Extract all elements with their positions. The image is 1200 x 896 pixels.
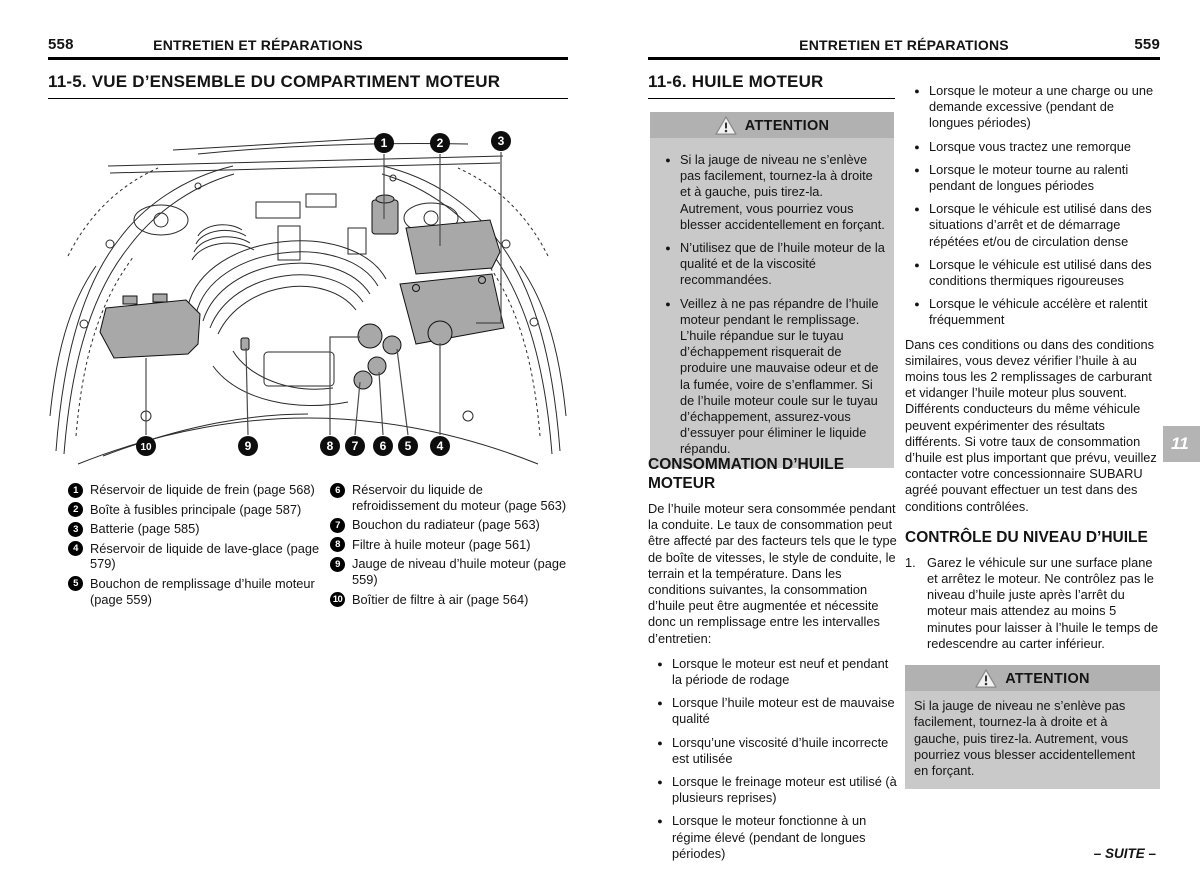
attention-bullet <box>656 152 886 233</box>
callout-number: 7 <box>351 439 359 453</box>
bullet-dot: ● <box>665 155 671 165</box>
condition-bullet-text: Lorsque le véhicule accélère et ralentit fréquemment <box>929 296 1148 328</box>
consumption-bullet-text: Lorsque le moteur est neuf et pendant la période de rodage <box>672 655 889 688</box>
attention-bullet-text: Si la jauge de niveau ne s’enlève pas facilement, tournez-la à droite et à gauche, puis tirez-la. Autrement, vous pourriez vous blesser accidentellement en forçant. <box>680 152 885 232</box>
legend-item <box>68 541 330 572</box>
callout-number: 3 <box>497 134 505 148</box>
legend-item <box>330 482 568 513</box>
consumption-bullet-text: Lorsqu’une viscosité d’huile incorrecte est utilisée <box>672 734 889 766</box>
attention-body-2: Si la jauge de niveau ne s’enlève pas facilement, tournez-la à droite et à gauche, puis tirez-la. Autrement, vous pourriez vous blesser accidentellement en forçant. <box>914 698 1136 778</box>
condition-bullet <box>905 201 1160 250</box>
legend-number-badge: 4 <box>68 541 83 556</box>
diagram-legend <box>68 482 568 611</box>
legend-number-badge: 2 <box>68 502 83 517</box>
consumption-bullet-text: Lorsque l’huile moteur est de mauvaise qualité <box>672 695 895 727</box>
conditions-bullets <box>905 83 1160 329</box>
air-cleaner-tab <box>123 296 137 304</box>
right-column <box>905 76 1160 789</box>
condition-bullet-text: Lorsque vous tractez une remorque <box>929 138 1132 154</box>
callout-leader-line <box>379 372 383 435</box>
page-number-right: 559 <box>1134 36 1160 53</box>
battery-terminal <box>413 285 420 292</box>
legend-number-badge: 8 <box>330 537 345 552</box>
legend-item-label: Bouchon de remplissage d’huile moteur (page 559) <box>90 575 315 607</box>
legend-item-label: Boîtier de filtre à air (page 564) <box>352 591 529 607</box>
callout-number: 2 <box>436 136 444 150</box>
legend-item <box>68 482 330 498</box>
header-rule-right <box>648 57 1160 60</box>
condition-bullet <box>905 257 1160 289</box>
step-number: 1. <box>905 554 916 570</box>
attention-box-2 <box>905 665 1160 789</box>
attention-header-2 <box>905 665 1160 691</box>
continuation-marker: – SUITE – <box>1093 846 1156 861</box>
legend-item-label: Boîte à fusibles principale (page 587) <box>90 501 302 517</box>
battery-terminal <box>479 277 486 284</box>
legend-item <box>68 576 330 607</box>
legend-number-badge: 1 <box>68 483 83 498</box>
attention-bullet-text: N’utilisez que de l’huile moteur de la qualité et de la viscosité recommandées. <box>680 240 885 288</box>
oil-filler-cap-shape <box>383 336 401 354</box>
attention-bullet-text: Veillez à ne pas répandre de l’huile moteur pendant le remplissage. L’huile répandue sur le tuyau d’échappement risquerait de produire une mauvaise odeur et de la fumée, voire de s’enflammer. Si de l’huile moteur coule sur le tuyau d’échappement, assurez-vous d’essuyer pour éliminer le liquide répandu. <box>680 295 879 457</box>
consumption-bullet <box>648 735 898 767</box>
legend-number-badge: 10 <box>330 592 345 607</box>
condition-bullet <box>905 296 1160 328</box>
legend-item <box>330 517 568 533</box>
warning-triangle-icon <box>975 669 997 688</box>
callout-leader-line <box>355 382 360 435</box>
consumption-bullet-text: Lorsque le freinage moteur est utilisé (à plusieurs reprises) <box>672 774 897 806</box>
radiator-cap-shape <box>354 371 372 389</box>
legend-number-badge: 9 <box>330 557 345 572</box>
washer-filler-shape <box>428 321 452 345</box>
dipstick-shape <box>241 338 249 350</box>
condition-bullet-text: Lorsque le moteur a une charge ou une demande excessive (pendant de longues périodes) <box>929 83 1154 131</box>
bullet-dot: ● <box>665 243 671 254</box>
condition-bullet-text: Lorsque le véhicule est utilisé dans des conditions thermiques rigoureuses <box>929 256 1152 289</box>
section-title-right: 11-6. HUILE MOTEUR <box>648 72 895 99</box>
running-head-title-left: ENTRETIEN ET RÉPARATIONS <box>153 37 363 53</box>
engine-compartment-diagram <box>48 116 568 472</box>
air-cleaner-box-shape <box>100 300 200 358</box>
consumption-intro: De l’huile moteur sera consommée pendant la conduite. Le taux de consommation peut être affecté par des facteurs tels que le type de boîte de vitesses, le style de conduite, le terrain et la température. Dans les conditions suivantes, la consommation d’huile peut être augmentée et nécessite donc un remplissage entre les intervalles d’entretien: <box>648 501 897 646</box>
callout-number: 5 <box>404 439 412 453</box>
legend-item-label: Jauge de niveau d’huile moteur (page 559) <box>352 556 567 587</box>
legend-item-label: Réservoir de liquide de frein (page 568) <box>90 482 315 497</box>
bullet-dot: ● <box>657 816 663 827</box>
legend-column-1 <box>68 482 330 611</box>
page-right <box>648 0 1160 896</box>
running-head-title-right: ENTRETIEN ET RÉPARATIONS <box>799 37 1009 53</box>
condition-bullet <box>905 139 1160 155</box>
consumption-heading: CONSOMMATION D’HUILE MOTEUR <box>648 456 845 492</box>
page-number-left: 558 <box>48 36 74 53</box>
attention-box-1 <box>650 112 894 468</box>
condition-bullet-text: Lorsque le moteur tourne au ralenti pendant de longues périodes <box>929 161 1129 194</box>
attention-body-1 <box>650 138 894 468</box>
attention-bullet <box>656 296 886 458</box>
step-text: Garez le véhicule sur une surface plane et arrêtez le moteur. Ne contrôlez pas le niveau d’huile juste après l’arrêt du moteur mais attendez au moins 5 minutes pour laisser à l’huile le temps de redescendre au carter inférieur. <box>927 554 1159 651</box>
legend-item <box>330 537 568 553</box>
attention-header-1 <box>650 112 894 138</box>
consumption-bullets <box>648 656 898 862</box>
legend-item-label: Filtre à huile moteur (page 561) <box>352 536 531 552</box>
callout-number: 6 <box>379 439 387 453</box>
page-left <box>48 0 568 896</box>
warning-triangle-icon <box>715 116 737 135</box>
bullet-dot: ● <box>657 777 663 788</box>
air-cleaner-tab <box>153 294 167 302</box>
bullet-dot: ● <box>657 698 663 709</box>
legend-item <box>68 521 330 537</box>
coolant-reservoir-cap-shape <box>368 357 386 375</box>
callout-number: 8 <box>326 439 334 453</box>
level-check-step-1 <box>905 555 1160 652</box>
condition-bullet <box>905 162 1160 194</box>
condition-bullet <box>905 83 1160 132</box>
legend-item-label: Batterie (page 585) <box>90 521 200 537</box>
callout-number: 9 <box>244 439 252 453</box>
bullet-dot: ● <box>914 299 920 310</box>
callout-leader-line <box>246 348 248 435</box>
legend-item-label: Réservoir du liquide de refroidissement du moteur (page 563) <box>352 482 567 513</box>
consumption-section <box>648 455 898 862</box>
legend-item <box>330 556 568 587</box>
bullet-dot: ● <box>665 298 671 309</box>
consumption-bullet <box>648 813 898 862</box>
bullet-dot: ● <box>914 259 920 270</box>
legend-item <box>68 502 330 518</box>
running-head-right <box>648 36 1160 56</box>
consumption-bullet <box>648 695 898 727</box>
condition-bullet-text: Lorsque le véhicule est utilisé dans des situations d’arrêt et de démarrage répétées et/ou de circulation dense <box>929 201 1152 249</box>
running-head-left <box>48 36 568 56</box>
bullet-dot: ● <box>914 164 920 175</box>
consumption-bullet <box>648 656 898 688</box>
attention-title-2: ATTENTION <box>1005 670 1090 687</box>
fuse-box-shape <box>406 220 500 274</box>
callout-number: 1 <box>380 136 388 150</box>
brake-fluid-reservoir-shape <box>372 200 398 234</box>
legend-number-badge: 6 <box>330 483 345 498</box>
conditions-paragraph: Dans ces conditions ou dans des conditions similaires, vous devez vérifier l’huile à au moins tous les 2 remplissages de carburant et vidanger l’huile moteur plus souvent. Différents conducteurs du même véhicule peuvent expérimenter des résultats différents. Si votre taux de consommation d’huile est plus important que prévu, veuillez contacter votre concessionnaire SUBARU agréé pouvant effectuer un test dans des conditions contrôlées. <box>905 336 1157 514</box>
bullet-dot: ● <box>657 658 663 669</box>
header-rule-left <box>48 57 568 60</box>
legend-item-label: Réservoir de liquide de lave-glace (page 579) <box>90 540 320 572</box>
legend-number-badge: 7 <box>330 518 345 533</box>
oil-filter-shape <box>358 324 382 348</box>
callout-number: 4 <box>436 439 444 453</box>
consumption-bullet-text: Lorsque le moteur fonctionne à un régime élevé (pendant de longues périodes) <box>672 813 867 861</box>
attention-bullet <box>656 240 886 289</box>
bullet-dot: ● <box>914 141 920 152</box>
bullet-dot: ● <box>914 86 920 96</box>
legend-number-badge: 5 <box>68 576 83 591</box>
brake-reservoir-cap <box>376 195 394 203</box>
consumption-bullet <box>648 774 898 806</box>
bullet-dot: ● <box>914 204 920 215</box>
callout-leader-line <box>397 349 408 435</box>
bullet-dot: ● <box>657 737 663 748</box>
legend-number-badge: 3 <box>68 522 83 537</box>
section-title-left: 11-5. VUE D’ENSEMBLE DU COMPARTIMENT MOTEUR <box>48 72 568 99</box>
legend-item-label: Bouchon du radiateur (page 563) <box>352 517 540 533</box>
callout-number: 10 <box>140 442 152 453</box>
attention-title-1: ATTENTION <box>744 117 830 134</box>
legend-column-2 <box>330 482 568 611</box>
legend-item <box>330 592 568 608</box>
chapter-thumb-tab: 11 <box>1163 426 1200 462</box>
level-check-heading: CONTRÔLE DU NIVEAU D’HUILE <box>905 528 1148 546</box>
